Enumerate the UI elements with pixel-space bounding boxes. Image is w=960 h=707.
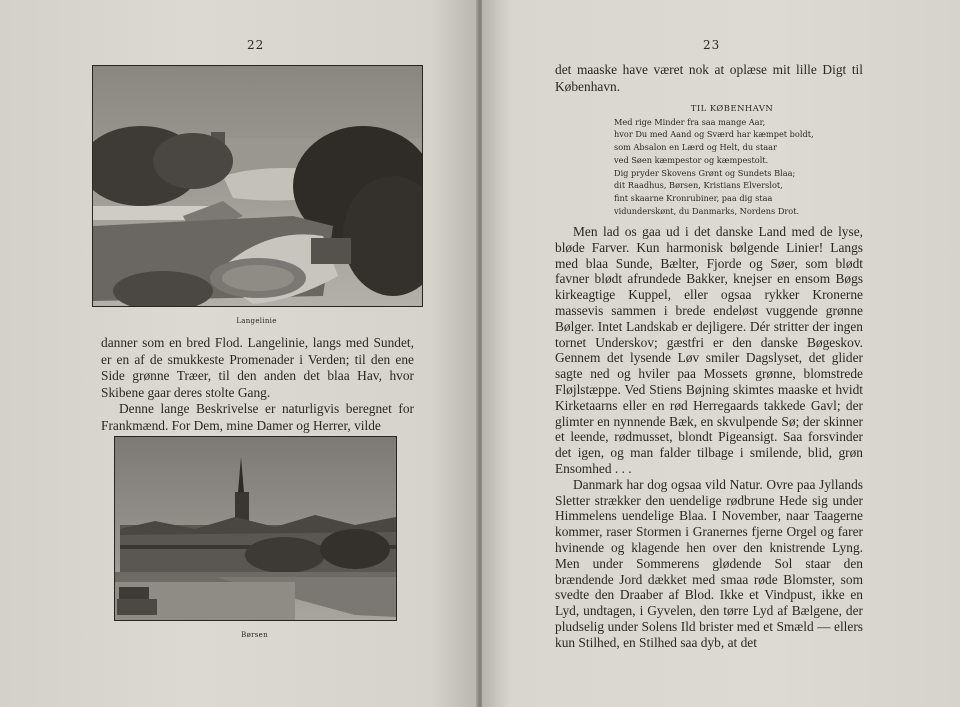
poem-line: vidunderskønt, du Danmarks, Nordens Drot. — [614, 205, 800, 216]
photo-langelinie — [92, 65, 423, 307]
poem-line: hvor Du med Aand og Sværd har kæmpet boldt, — [614, 129, 814, 140]
poem-line: ved Søen kæmpestor og kæmpestolt. — [614, 154, 769, 165]
paragraph: Danmark har dog ogsaa vild Natur. Ovre paa Jyllands Sletter strækker den uendelige rødbrune Hede sig under Himmelens uendelige Blaa. I November, naar Taagerne kommer, raser Stormen i Granernes fjerne Orgel og farer hvinende og klagende hen over den knistrende Lyng. Men under Sommerens glødende Sol staar den brændende Jord dækket med smaa røde Blomster, som svedte den Draaber af Blod. Ikke et Vindpust, ikke en Lyd, undtagen, i Gyvelen, den tørre Lyd af Bælgene, der pludselig under Solens Ild brister med et Smæld — ellers kun Stilhed, en Stilhed saa dyb, at det — [555, 476, 863, 650]
caption-langelinie: Langelinie — [236, 317, 277, 325]
poem-line: dit Raadhus, Børsen, Kristians Elverslot, — [614, 180, 783, 191]
right-intro — [555, 62, 863, 95]
left-text — [101, 335, 414, 435]
borsen-image — [115, 437, 396, 620]
poem — [614, 102, 874, 217]
right-text — [555, 224, 863, 651]
poem-line: som Absalon en Lærd og Helt, du staar — [614, 142, 777, 153]
langelinie-image — [93, 66, 422, 306]
left-page — [0, 0, 478, 707]
photo-borsen — [114, 436, 397, 621]
caption-borsen: Børsen — [241, 631, 268, 639]
page-number-right: 23 — [703, 38, 721, 52]
poem-line: Med rige Minder fra saa mange Aar, — [614, 116, 766, 127]
paragraph: Men lad os gaa ud i det danske Land med de lyse, bløde Farver. Kun harmonisk bølgende Linier! Langs med blaa Sunde, Bælter, Fjorde og Søer, som blødt favner blødt afrundede Bakker, knejser en ensom Bøgs kirkeagtige Kuppel, eller ogsaa rykker Kronerne massevis sammen i brede endeløst vuggende grønne Bølger. Intet Landskab er dejligere. Dér stritter der ingen tornet Underskov; gæstfri er den danske Bøgeskov. Gennem det lysende Løv smiler Dagslyset, det glider sagte ned og hviler paa Mossets grønne, blomstrede Fløjlstæppe. Ved Stiens Bøjning skimtes maaske et hvidt Kirketaarns eller en rød Herregaards takkede Gavl; der glimter en nynnende Bæk, en skvulpende Sø; der skinner et leende, rødmusset, blondt Pigeansigt. Saa forsvinder det igen, og man falder tilbage i smilende, blid, grøn Ensomhed . . . — [555, 224, 863, 476]
page-number-left: 22 — [247, 38, 265, 52]
paragraph: det maaske have været nok at oplæse mit lille Digt til København. — [555, 62, 863, 94]
poem-title: TIL KØBENHAVN — [690, 103, 774, 113]
paragraph: danner som en bred Flod. Langelinie, langs med Sundet, er en af de smukkeste Promenader i Verden; til den ene Side grønne Træer, til den anden det blaa Hav, hvor Skibene gaar deres stolte Gang. — [101, 335, 414, 400]
poem-line: Dig pryder Skovens Grønt og Sundets Blaa; — [614, 167, 796, 178]
poem-line: fint skaarne Kronrubiner, paa dig staa — [614, 192, 773, 203]
paragraph: Denne lange Beskrivelse er naturligvis beregnet for Frankmænd. For Dem, mine Damer og Herrer, vilde — [101, 401, 414, 433]
